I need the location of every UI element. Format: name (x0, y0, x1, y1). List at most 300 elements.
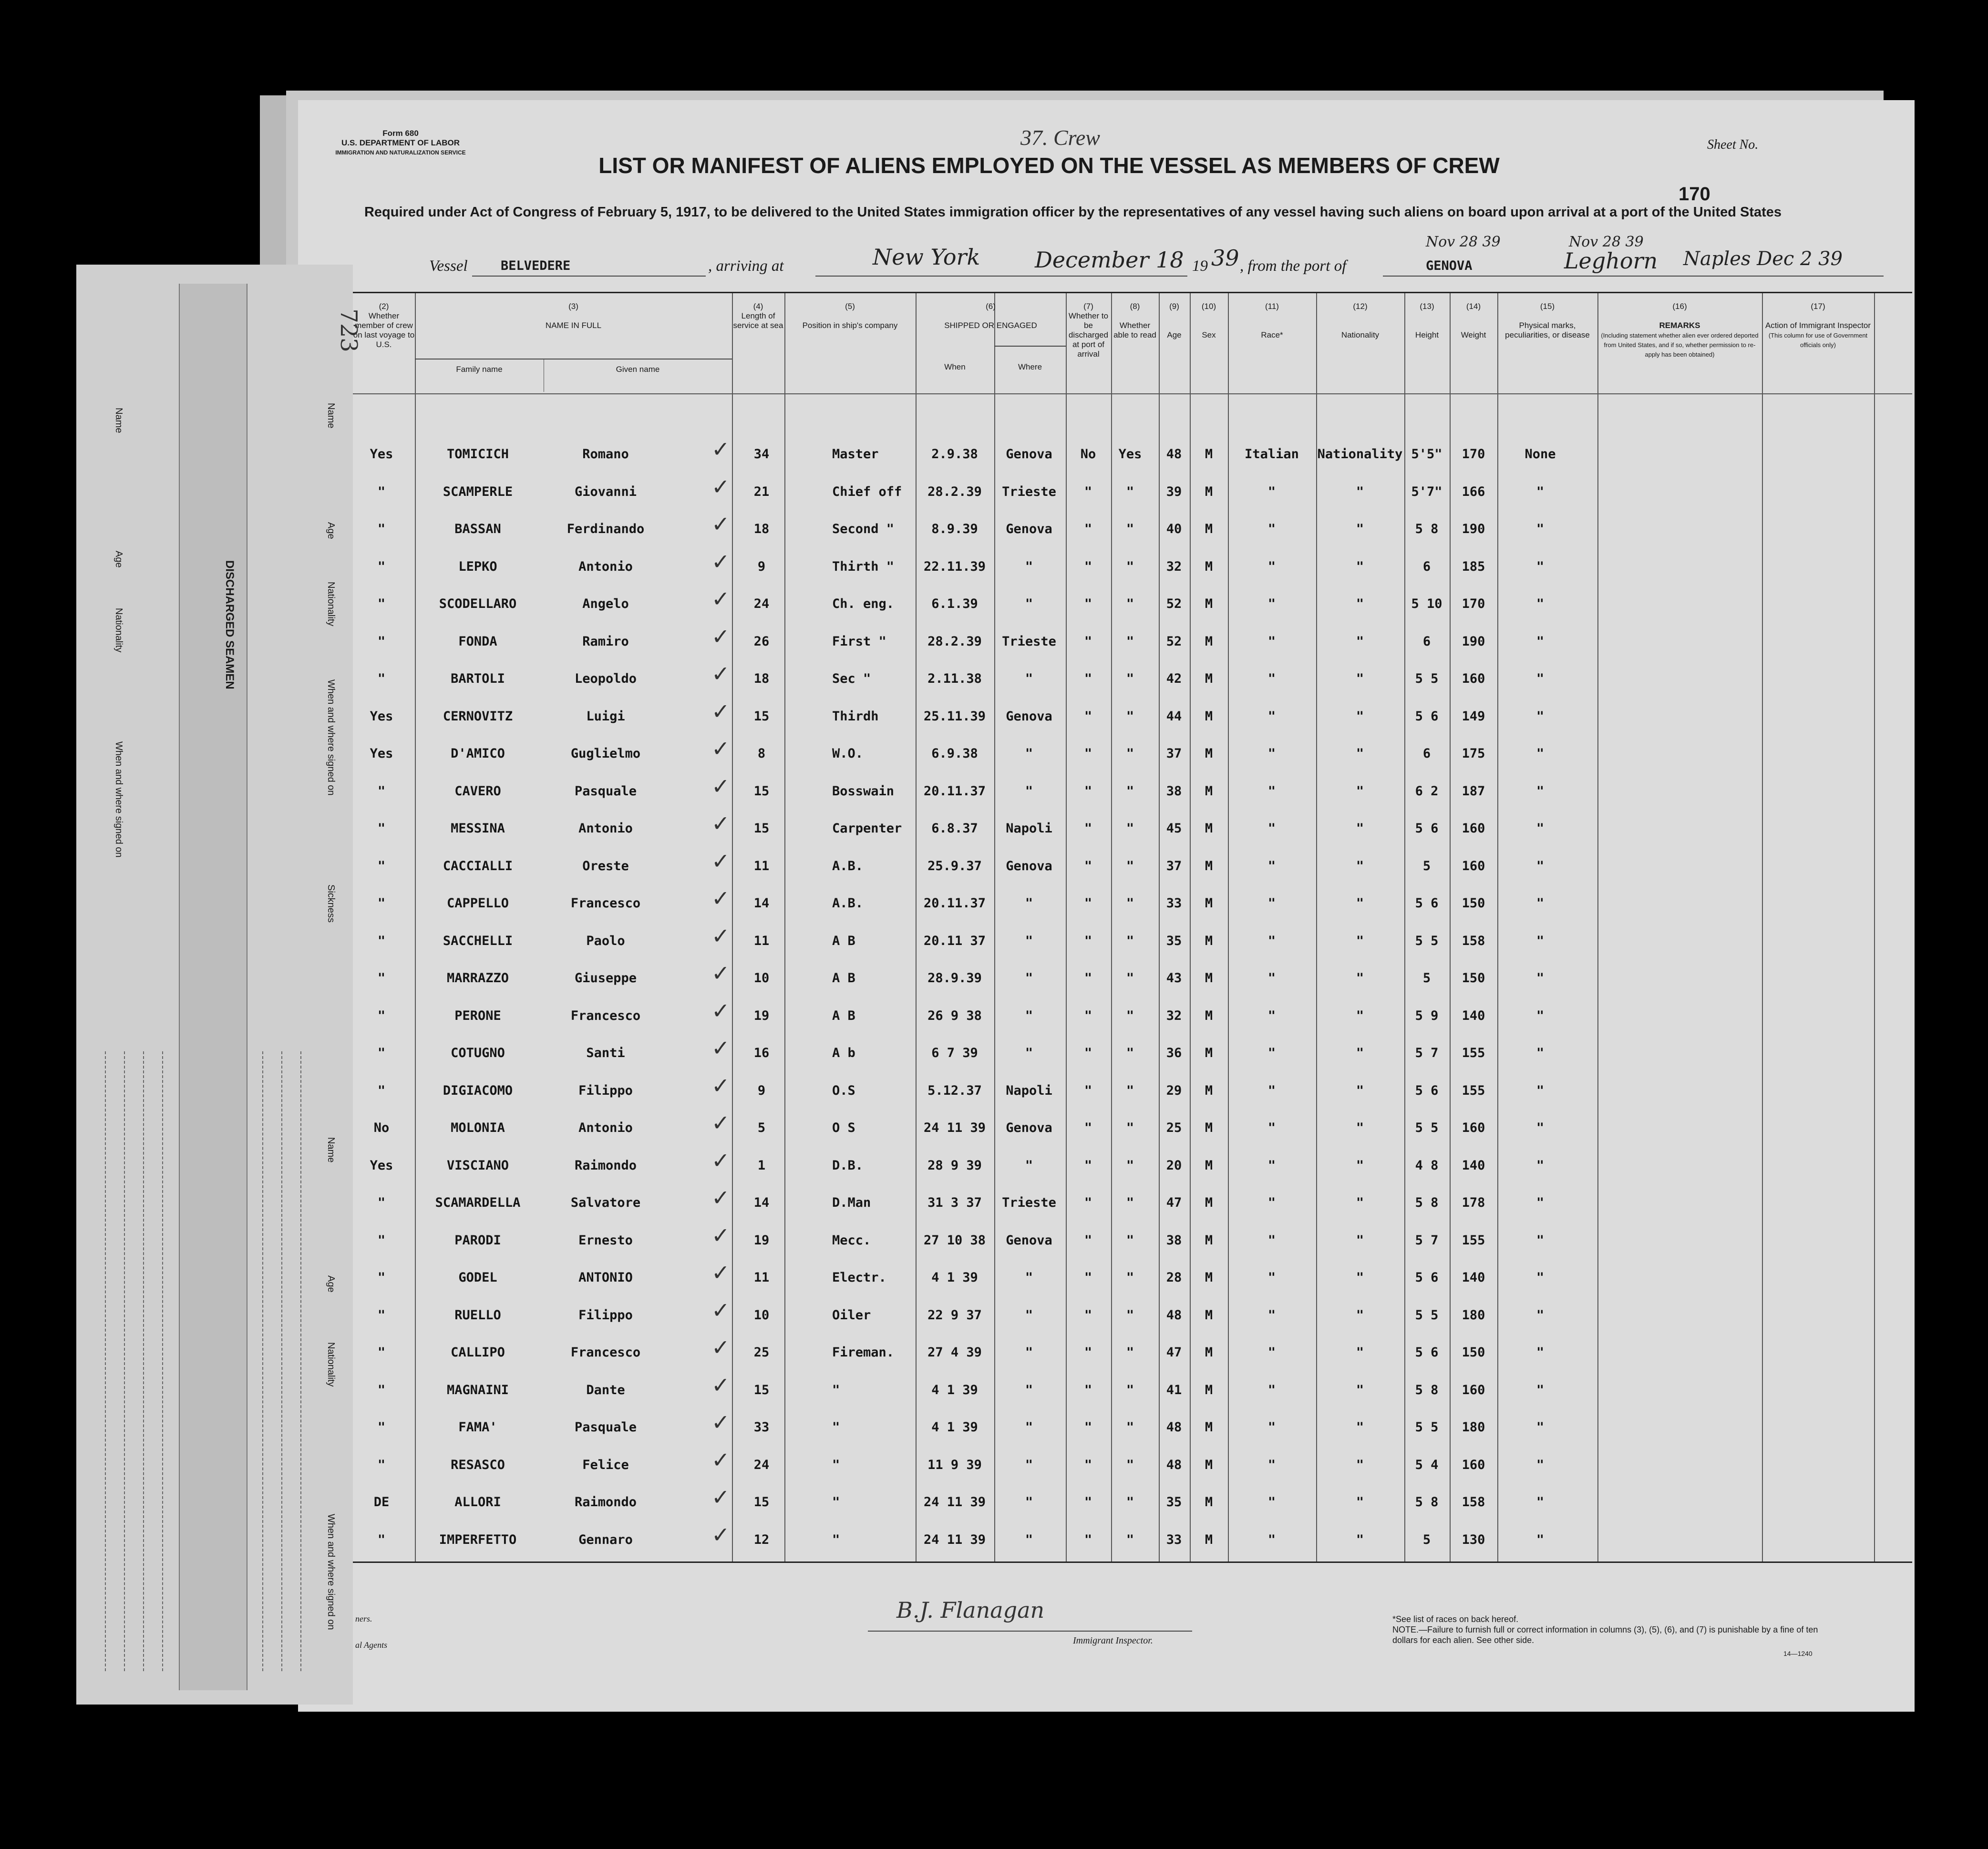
sex-cell: M (1205, 896, 1213, 911)
col-nationality-header: (12) Nationality (1341, 302, 1380, 339)
sex-cell: M (1205, 821, 1213, 836)
agents-label: al Agents (355, 1640, 388, 1650)
flap-when-where-label-lower: When and where signed on (326, 1514, 336, 1630)
family-name-cell: RUELLO (454, 1307, 501, 1323)
given-name-cell: Antonio (578, 821, 633, 836)
race-cell: " (1267, 1008, 1276, 1023)
able-to-read-cell: " (1126, 1420, 1134, 1435)
nationality-cell: " (1356, 821, 1364, 836)
col-where-header: Where (1018, 362, 1042, 371)
shipped-when-cell: 20.11.37 (923, 896, 986, 911)
shipped-when-cell: 6.8.37 (931, 821, 978, 836)
checkmark-icon: ✓ (711, 1484, 730, 1510)
service-cell: 34 (753, 447, 770, 462)
shipped-when-cell: 28.2.39 (927, 484, 982, 499)
shipped-where-cell: " (1025, 783, 1033, 799)
physical-marks-cell: " (1536, 634, 1545, 649)
height-cell: 5 6 (1415, 821, 1439, 836)
given-name-cell: Filippo (578, 1083, 633, 1098)
height-cell: 5 8 (1415, 522, 1439, 536)
port1-date: Nov 28 39 (1426, 234, 1501, 250)
position-cell: O S (832, 1120, 855, 1135)
position-cell: Fireman. (832, 1345, 895, 1360)
nationality-cell: " (1356, 1158, 1364, 1173)
age-cell: 36 (1166, 1046, 1182, 1060)
able-to-read-cell: " (1126, 1158, 1134, 1173)
col-discharged-header: (7) Whether to be discharged at port of arrival (1068, 302, 1109, 359)
port2: Leghorn (1564, 248, 1658, 274)
sheet-no-label: Sheet No. (1707, 137, 1759, 152)
race-cell: " (1267, 858, 1276, 873)
service-cell: 25 (753, 1345, 770, 1360)
race-cell: " (1267, 1083, 1276, 1098)
checkmark-icon: ✓ (711, 923, 730, 949)
able-to-read-cell: " (1126, 1270, 1134, 1285)
position-cell: Second " (832, 522, 895, 536)
race-cell: " (1267, 896, 1276, 911)
nationality-cell: " (1356, 559, 1364, 574)
able-to-read-cell: " (1126, 671, 1134, 686)
service-cell: 21 (753, 484, 770, 499)
sex-cell: M (1205, 447, 1213, 462)
checkmark-icon: ✓ (711, 1185, 730, 1211)
weight-cell: 190 (1462, 634, 1485, 649)
nationality-cell: " (1356, 1532, 1364, 1547)
col-height-header: (13) Height (1415, 302, 1439, 339)
race-cell: " (1267, 1420, 1276, 1435)
col-physical-marks-header: (15) Physical marks, peculiarities, or disease (1505, 302, 1590, 339)
vessel-label: Vessel (429, 257, 468, 275)
age-cell: 48 (1166, 447, 1182, 462)
shipped-where-cell: " (1025, 1457, 1033, 1472)
shipped-when-cell: 4 1 39 (931, 1420, 978, 1435)
height-cell: 5 8 (1415, 1495, 1439, 1510)
able-to-read-cell: " (1126, 1457, 1134, 1472)
height-cell: 5 8 (1415, 1382, 1439, 1397)
nationality-cell: " (1356, 1233, 1364, 1248)
last-voyage-cell: " (377, 1195, 386, 1210)
given-name-cell: Luigi (586, 709, 625, 724)
given-name-cell: Leopoldo (574, 671, 637, 686)
physical-marks-cell: " (1536, 1307, 1545, 1323)
nationality-cell: " (1356, 1083, 1364, 1098)
family-name-cell: SCAMARDELLA (435, 1195, 521, 1210)
height-cell: 5'5" (1411, 447, 1442, 462)
age-cell: 52 (1166, 634, 1182, 649)
able-to-read-cell: " (1126, 1195, 1134, 1210)
checkmark-icon: ✓ (711, 623, 730, 649)
family-name-cell: DIGIACOMO (443, 1083, 513, 1098)
last-voyage-cell: DE (373, 1495, 390, 1510)
age-cell: 48 (1166, 1457, 1182, 1472)
physical-marks-cell: " (1536, 971, 1545, 986)
last-voyage-cell: Yes (370, 1158, 393, 1173)
height-cell: 5 (1422, 971, 1431, 986)
height-cell: 5 10 (1411, 596, 1442, 611)
age-cell: 29 (1166, 1083, 1182, 1098)
family-name-cell: MOLONIA (451, 1120, 505, 1135)
page-title: LIST OR MANIFEST OF ALIENS EMPLOYED ON THE VESSEL AS MEMBERS OF CREW (598, 153, 1500, 178)
weight-cell: 155 (1462, 1046, 1485, 1060)
shipped-where-cell: Genova (1006, 447, 1052, 462)
given-name-cell: Guglielmo (570, 746, 641, 761)
race-footnote: *See list of races on back hereof. (1392, 1614, 1519, 1624)
shipped-when-cell: 2.9.38 (931, 447, 978, 462)
discharged-seamen-flap (76, 265, 362, 1705)
form-code: 14—1240 (1783, 1650, 1813, 1657)
shipped-where-cell: Genova (1006, 1233, 1052, 1248)
service-cell: 1 (757, 1158, 766, 1173)
nationality-cell: Nationality (1317, 447, 1403, 462)
weight-cell: 180 (1462, 1420, 1485, 1435)
discharged-cell: " (1084, 1457, 1092, 1472)
physical-marks-cell: " (1536, 1233, 1545, 1248)
sex-cell: M (1205, 1233, 1213, 1248)
weight-cell: 130 (1462, 1532, 1485, 1547)
family-name-cell: MESSINA (451, 821, 505, 836)
service-cell: 18 (753, 522, 770, 536)
weight-cell: 170 (1462, 447, 1485, 462)
race-cell: Italian (1245, 447, 1299, 462)
last-voyage-cell: " (377, 522, 386, 536)
family-name-cell: RESASCO (451, 1457, 505, 1472)
family-name-cell: ALLORI (454, 1495, 501, 1510)
checkmark-icon: ✓ (711, 1035, 730, 1061)
race-cell: " (1267, 522, 1276, 536)
height-cell: 5 4 (1415, 1457, 1439, 1472)
able-to-read-cell: " (1126, 858, 1134, 873)
age-cell: 37 (1166, 746, 1182, 761)
shipped-when-cell: 25.9.37 (927, 858, 982, 873)
shipped-when-cell: 4 1 39 (931, 1382, 978, 1397)
flap-nationality-label-lower: Nationality (326, 1342, 336, 1387)
weight-cell: 140 (1462, 1008, 1485, 1023)
position-cell: A.B. (832, 858, 864, 873)
discharged-cell: " (1084, 709, 1092, 724)
given-name-cell: Raimondo (574, 1495, 637, 1510)
service-cell: 15 (753, 709, 770, 724)
height-cell: 4 8 (1415, 1158, 1439, 1173)
crew-manifest-table (353, 292, 1912, 1563)
given-name-cell: Filippo (578, 1307, 633, 1323)
able-to-read-cell: " (1126, 1046, 1134, 1060)
nationality-cell: " (1356, 1420, 1364, 1435)
arriving-at: New York (873, 244, 980, 270)
service-cell: 9 (757, 1083, 766, 1098)
physical-marks-cell: " (1536, 596, 1545, 611)
given-name-cell: Romano (582, 447, 629, 462)
position-cell: D.B. (832, 1158, 864, 1173)
discharged-cell: " (1084, 596, 1092, 611)
col-service-header: (4) Length of service at sea (733, 302, 783, 330)
shipped-when-cell: 11 9 39 (927, 1457, 982, 1472)
position-cell: A B (832, 971, 855, 986)
age-cell: 48 (1166, 1420, 1182, 1435)
discharged-cell: " (1084, 1158, 1092, 1173)
physical-marks-cell: " (1536, 858, 1545, 873)
nationality-cell: " (1356, 971, 1364, 986)
checkmark-icon: ✓ (711, 773, 730, 799)
race-cell: " (1267, 971, 1276, 986)
able-to-read-cell: " (1126, 1083, 1134, 1098)
shipped-where-cell: " (1025, 1495, 1033, 1510)
service-cell: 33 (753, 1420, 770, 1435)
shipped-when-cell: 24 11 39 (923, 1532, 986, 1547)
shipped-where-cell: " (1025, 971, 1033, 986)
weight-cell: 190 (1462, 522, 1485, 536)
age-cell: 20 (1166, 1158, 1182, 1173)
position-cell: " (832, 1495, 840, 1510)
col-sex-header: (10) Sex (1201, 302, 1216, 339)
vessel-name: BELVEDERE (501, 258, 571, 273)
weight-cell: 149 (1462, 709, 1485, 724)
shipped-where-cell: " (1025, 933, 1033, 948)
position-cell: Thirdh (832, 709, 879, 724)
flap-sickness-label: Sickness (326, 884, 336, 923)
col-position-header: (5) Position in ship's company (802, 302, 898, 330)
shipped-when-cell: 6.1.39 (931, 596, 978, 611)
weight-cell: 155 (1462, 1083, 1485, 1098)
given-name-cell: Antonio (578, 1120, 633, 1135)
shipped-when-cell: 26 9 38 (927, 1008, 982, 1023)
given-name-cell: Giovanni (574, 484, 637, 499)
weight-cell: 150 (1462, 896, 1485, 911)
last-voyage-cell: " (377, 1345, 386, 1360)
race-cell: " (1267, 821, 1276, 836)
discharged-cell: " (1084, 783, 1092, 799)
required-notice: Required under Act of Congress of February 5, 1917, to be delivered to the United States immigration officer by the representatives of any vessel having such aliens on board upon arrival at a port of the United States (364, 205, 1782, 220)
service-cell: 14 (753, 1195, 770, 1210)
nationality-cell: " (1356, 709, 1364, 724)
age-cell: 47 (1166, 1345, 1182, 1360)
family-name-cell: LEPKO (458, 559, 497, 574)
family-name-cell: BARTOLI (451, 671, 505, 686)
discharged-cell: " (1084, 1532, 1092, 1547)
physical-marks-cell: " (1536, 746, 1545, 761)
shipped-when-cell: 24 11 39 (923, 1120, 986, 1135)
given-name-cell: Felice (582, 1457, 629, 1472)
age-cell: 42 (1166, 671, 1182, 686)
race-cell: " (1267, 1532, 1276, 1547)
weight-cell: 150 (1462, 971, 1485, 986)
last-voyage-cell: No (373, 1120, 390, 1135)
able-to-read-cell: " (1126, 746, 1134, 761)
given-name-cell: Santi (586, 1046, 625, 1060)
col-when-header: When (944, 362, 966, 371)
shipped-where-cell: Trieste (1002, 484, 1056, 499)
height-cell: 5 5 (1415, 1307, 1439, 1323)
shipped-where-cell: Trieste (1002, 1195, 1056, 1210)
able-to-read-cell: " (1126, 1307, 1134, 1323)
race-cell: " (1267, 1158, 1276, 1173)
nationality-cell: " (1356, 1008, 1364, 1023)
shipped-where-cell: " (1025, 1158, 1033, 1173)
position-cell: Thirth " (832, 559, 895, 574)
able-to-read-cell: " (1126, 1233, 1134, 1248)
shipped-where-cell: " (1025, 1270, 1033, 1285)
last-voyage-cell: " (377, 671, 386, 686)
last-voyage-cell: " (377, 559, 386, 574)
given-name-cell: Pasquale (574, 1420, 637, 1435)
position-cell: " (832, 1382, 840, 1397)
race-cell: " (1267, 1345, 1276, 1360)
race-cell: " (1267, 1307, 1276, 1323)
position-cell: Oiler (832, 1307, 871, 1323)
shipped-where-cell: " (1025, 896, 1033, 911)
service-cell: 15 (753, 783, 770, 799)
position-cell: Mecc. (832, 1233, 871, 1248)
service-cell: 10 (753, 971, 770, 986)
given-name-cell: Ferdinando (567, 522, 645, 536)
physical-marks-cell: " (1536, 484, 1545, 499)
physical-marks-cell: " (1536, 896, 1545, 911)
service-cell: 16 (753, 1046, 770, 1060)
shipped-when-cell: 28 9 39 (927, 1158, 982, 1173)
shipped-when-cell: 31 3 37 (927, 1195, 982, 1210)
able-to-read-cell: Yes (1118, 447, 1142, 462)
service-cell: 11 (753, 933, 770, 948)
col-last-voyage-header: (2) Whether member of crew on last voyage to U.S. (353, 302, 415, 349)
position-cell: Ch. eng. (832, 596, 895, 611)
nationality-cell: " (1356, 522, 1364, 536)
physical-marks-cell: " (1536, 671, 1545, 686)
checkmark-icon: ✓ (711, 1297, 730, 1323)
sex-cell: M (1205, 671, 1213, 686)
shipped-when-cell: 20.11.37 (923, 783, 986, 799)
last-voyage-cell: " (377, 783, 386, 799)
discharged-cell: " (1084, 1083, 1092, 1098)
sex-cell: M (1205, 1270, 1213, 1285)
position-cell: " (832, 1420, 840, 1435)
shipped-where-cell: " (1025, 1046, 1033, 1060)
age-cell: 25 (1166, 1120, 1182, 1135)
age-cell: 41 (1166, 1382, 1182, 1397)
race-cell: " (1267, 783, 1276, 799)
able-to-read-cell: " (1126, 933, 1134, 948)
sex-cell: M (1205, 746, 1213, 761)
height-cell: 5 5 (1415, 1120, 1439, 1135)
sex-cell: M (1205, 1195, 1213, 1210)
col-read-header: (8) Whether able to read (1113, 302, 1156, 339)
race-cell: " (1267, 1270, 1276, 1285)
family-name-cell: FAMA' (458, 1420, 497, 1435)
sex-cell: M (1205, 709, 1213, 724)
discharged-cell: " (1084, 559, 1092, 574)
nationality-cell: " (1356, 634, 1364, 649)
physical-marks-cell: " (1536, 1382, 1545, 1397)
checkmark-icon: ✓ (711, 1335, 730, 1360)
shipped-when-cell: 4 1 39 (931, 1270, 978, 1285)
physical-marks-cell: " (1536, 709, 1545, 724)
race-cell: " (1267, 1495, 1276, 1510)
flap-age-label-lower: Age (326, 1275, 336, 1293)
penalty-note: NOTE.—Failure to furnish full or correct information in columns (3), (5), (6), and (7) is punishable by a fine of ten dollars for each alien. See other side. (1392, 1625, 1818, 1645)
sex-cell: M (1205, 858, 1213, 873)
weight-cell: 158 (1462, 1495, 1485, 1510)
nationality-cell: " (1356, 484, 1364, 499)
physical-marks-cell: " (1536, 1158, 1545, 1173)
checkmark-icon: ✓ (711, 1147, 730, 1173)
race-cell: " (1267, 933, 1276, 948)
shipped-when-cell: 27 4 39 (927, 1345, 982, 1360)
sex-cell: M (1205, 1345, 1213, 1360)
year: 39 (1211, 245, 1239, 271)
height-cell: 5 9 (1415, 1008, 1439, 1023)
discharged-cell: " (1084, 671, 1092, 686)
able-to-read-cell: " (1126, 522, 1134, 536)
physical-marks-cell: " (1536, 1495, 1545, 1510)
shipped-when-cell: 2.11.38 (927, 671, 982, 686)
flap-name-label: Name (113, 408, 124, 433)
last-voyage-cell: " (377, 1307, 386, 1323)
checkmark-icon: ✓ (711, 1260, 730, 1285)
checkmark-icon: ✓ (711, 586, 730, 612)
physical-marks-cell: " (1536, 933, 1545, 948)
physical-marks-cell: " (1536, 821, 1545, 836)
sex-cell: M (1205, 1532, 1213, 1547)
race-cell: " (1267, 1382, 1276, 1397)
weight-cell: 160 (1462, 1382, 1485, 1397)
able-to-read-cell: " (1126, 634, 1134, 649)
checkmark-icon: ✓ (711, 698, 730, 724)
physical-marks-cell: " (1536, 1120, 1545, 1135)
discharged-cell: " (1084, 1120, 1092, 1135)
race-cell: " (1267, 559, 1276, 574)
race-cell: " (1267, 746, 1276, 761)
height-cell: 5 6 (1415, 896, 1439, 911)
checkmark-icon: ✓ (711, 548, 730, 575)
given-name-cell: Dante (586, 1382, 625, 1397)
given-name-cell: Ernesto (578, 1233, 633, 1248)
discharged-cell: No (1080, 447, 1096, 462)
last-voyage-cell: " (377, 1083, 386, 1098)
able-to-read-cell: " (1126, 1495, 1134, 1510)
shipped-where-cell: " (1025, 1307, 1033, 1323)
service-cell: 18 (753, 671, 770, 686)
able-to-read-cell: " (1126, 821, 1134, 836)
able-to-read-cell: " (1126, 896, 1134, 911)
checkmark-icon: ✓ (711, 1521, 730, 1548)
sex-cell: M (1205, 1120, 1213, 1135)
discharged-cell: " (1084, 1382, 1092, 1397)
age-cell: 35 (1166, 933, 1182, 948)
family-name-cell: PARODI (454, 1233, 501, 1248)
given-name-cell: Oreste (582, 858, 629, 873)
age-cell: 45 (1166, 821, 1182, 836)
sheet-number: 170 (1679, 184, 1710, 205)
discharged-cell: " (1084, 1008, 1092, 1023)
family-name-cell: CACCIALLI (443, 858, 513, 873)
service-cell: 15 (753, 1382, 770, 1397)
position-cell: D.Man (832, 1195, 871, 1210)
race-cell: " (1267, 1457, 1276, 1472)
nationality-cell: " (1356, 746, 1364, 761)
shipped-where-cell: Genova (1006, 1120, 1052, 1135)
weight-cell: 155 (1462, 1233, 1485, 1248)
checkmark-icon: ✓ (711, 436, 730, 462)
form-number: Form 680 (382, 129, 419, 138)
nationality-cell: " (1356, 783, 1364, 799)
sex-cell: M (1205, 1307, 1213, 1323)
able-to-read-cell: " (1126, 484, 1134, 499)
age-cell: 52 (1166, 596, 1182, 611)
last-voyage-cell: " (377, 1420, 386, 1435)
given-name-cell: ANTONIO (578, 1270, 633, 1285)
position-cell: A b (832, 1046, 855, 1060)
checkmark-icon: ✓ (711, 473, 730, 500)
checkmark-icon: ✓ (711, 1447, 730, 1473)
height-cell: 5 7 (1415, 1233, 1439, 1248)
